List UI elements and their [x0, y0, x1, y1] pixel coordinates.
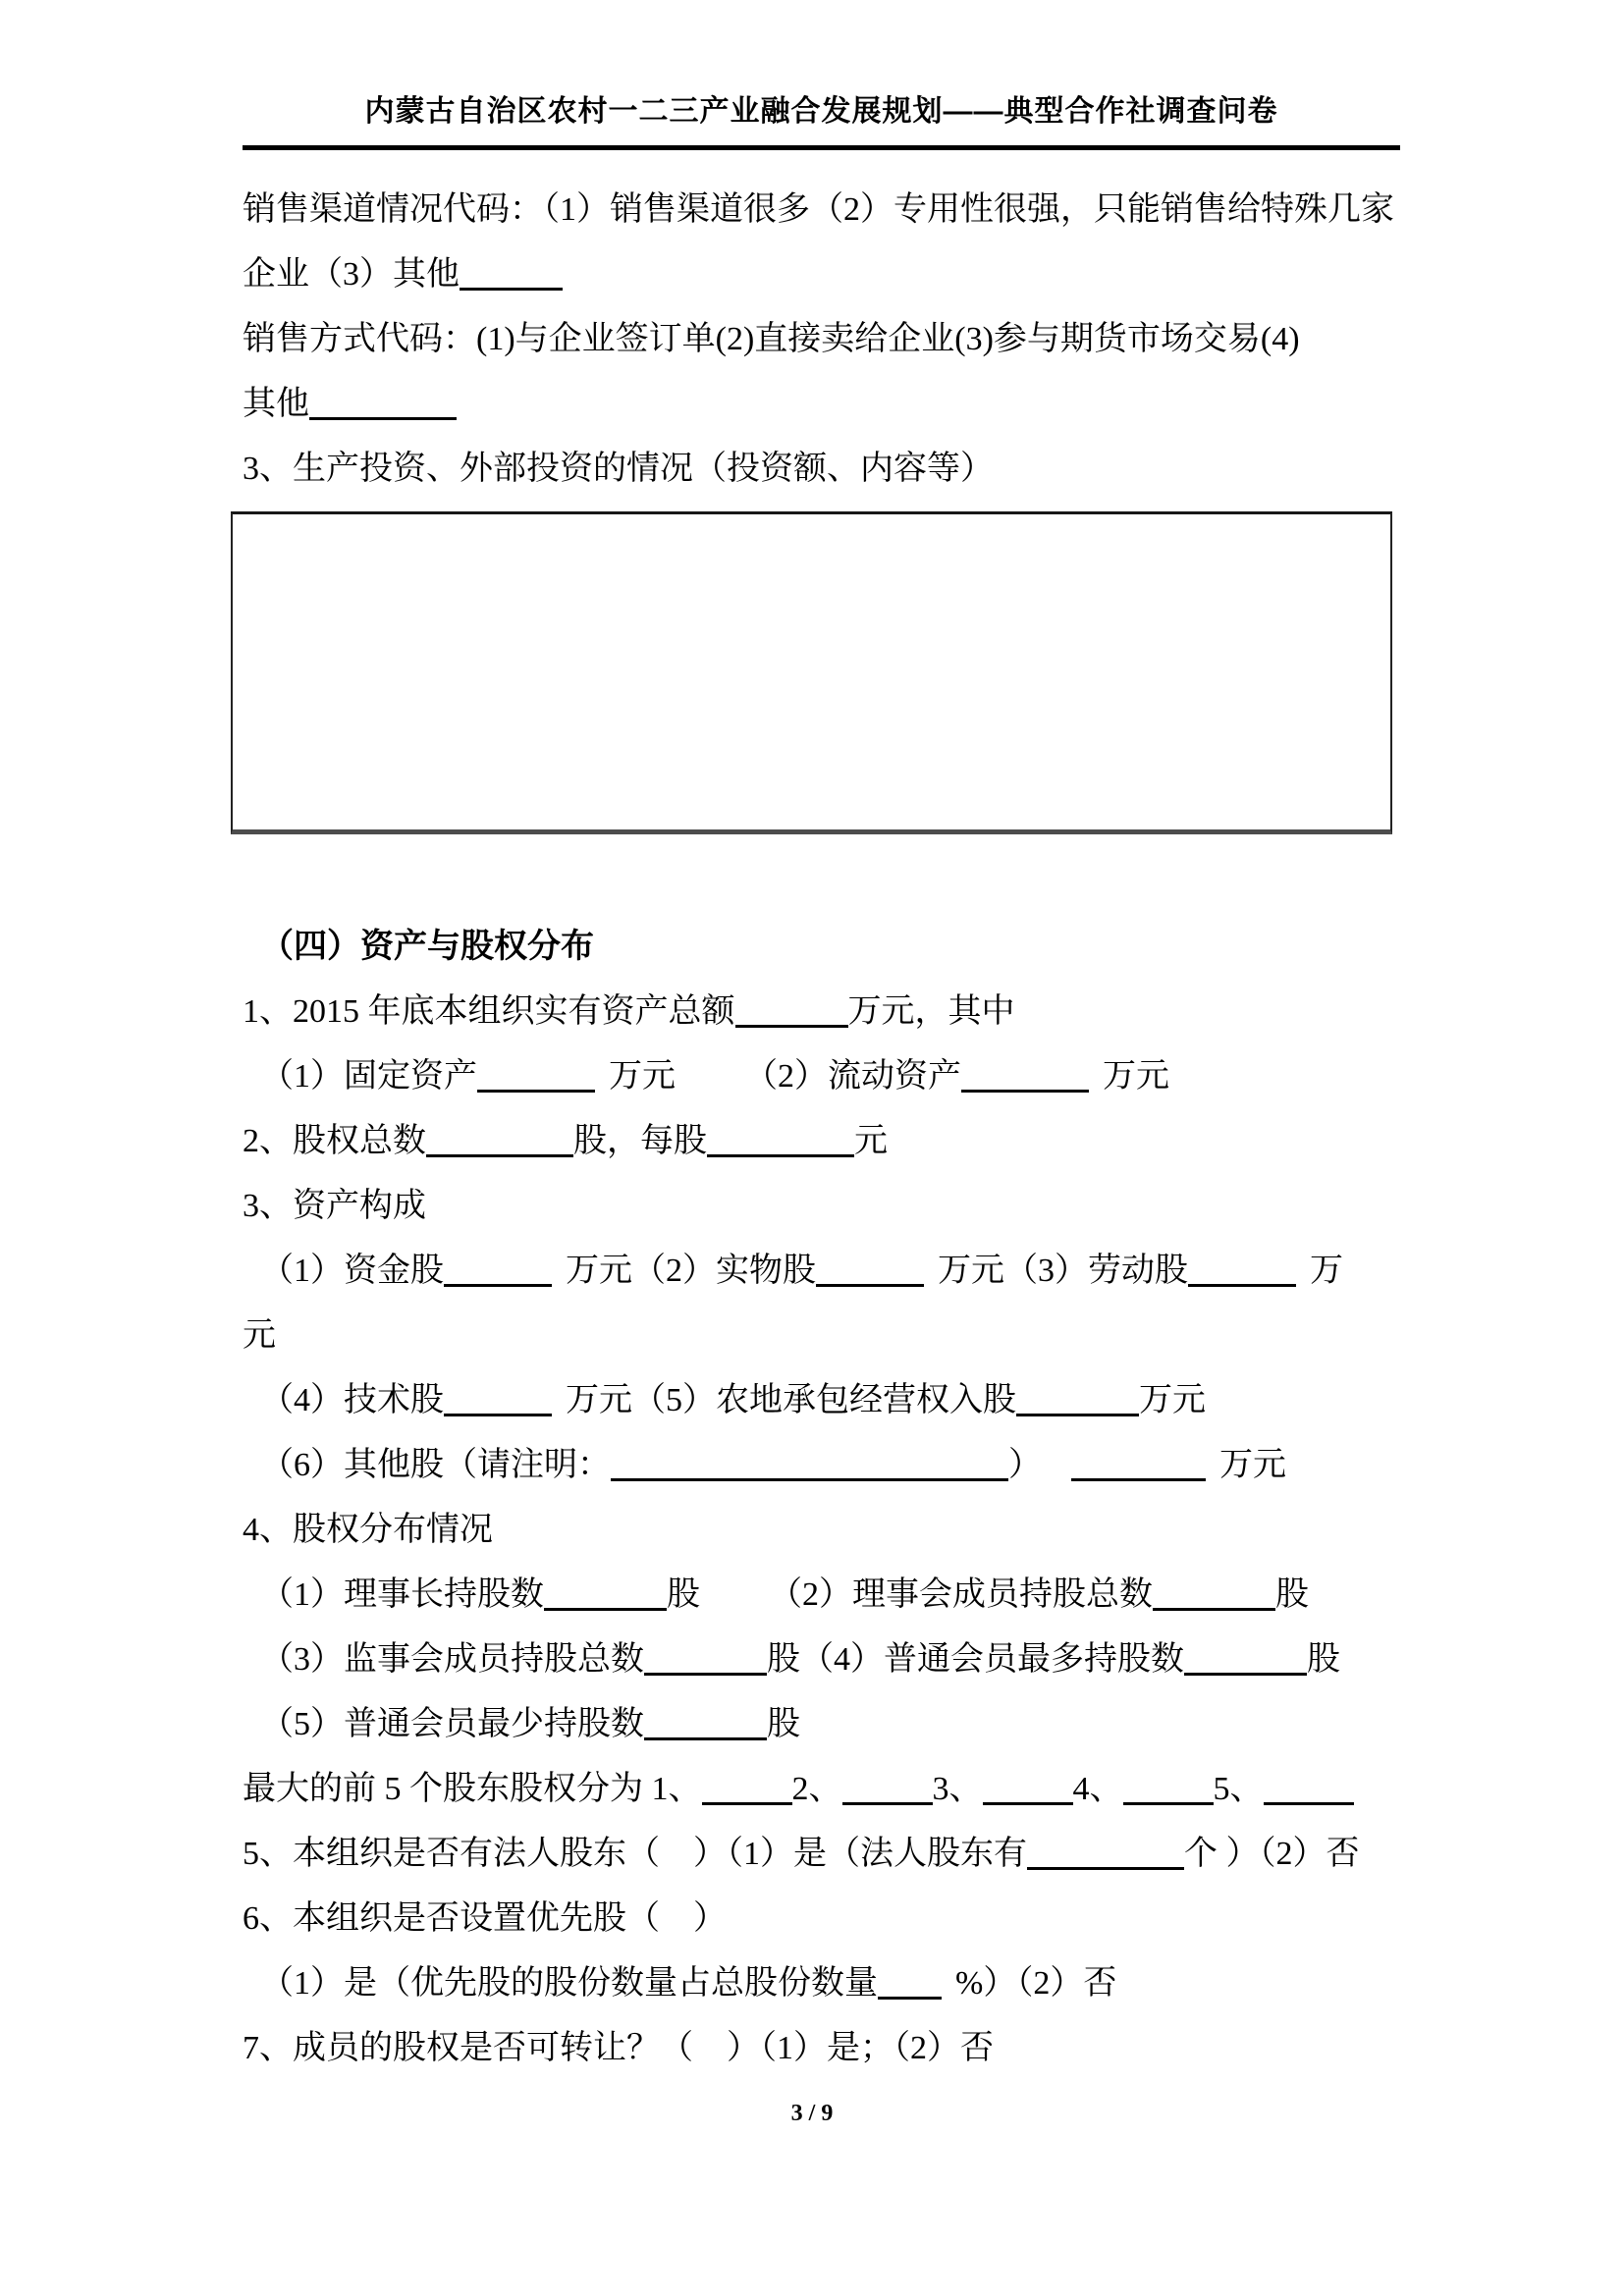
text-segment: 6、本组织是否设置优先股（ ） [243, 1900, 727, 1937]
text-segment: 万元 [1219, 1447, 1286, 1483]
text-segment: 元 [854, 1123, 888, 1159]
sales-method-code-line2 [243, 372, 1400, 437]
blank-tech-shares [444, 1414, 552, 1416]
blank-total-assets [735, 1025, 848, 1028]
q2-equity-total [243, 1109, 1400, 1174]
text-segment: 股，每股 [573, 1123, 707, 1159]
blank-supervisors-shares [644, 1673, 767, 1676]
q3-asset-composition-title [243, 1174, 1400, 1239]
text-segment: （3）监事会成员持股总数 [260, 1641, 644, 1678]
text-segment: 2、股权总数 [243, 1123, 426, 1159]
q4-items-3-4 [243, 1628, 1400, 1692]
text-segment: 4、股权分布情况 [243, 1512, 493, 1548]
blank-land-shares [1016, 1414, 1139, 1416]
page-number: 3 / 9 [790, 2101, 834, 2126]
blank-other-shares-amount [1071, 1478, 1206, 1481]
text-segment: 股 [1307, 1641, 1340, 1678]
text-segment: 万 [1310, 1253, 1343, 1289]
blank-member-min-shares [644, 1737, 767, 1740]
blank-other-shares-note [611, 1478, 1008, 1481]
text-segment: %）（2）否 [955, 1965, 1117, 2002]
text-segment: 4、 [1072, 1771, 1123, 1807]
text-segment: 1、2015 年底本组织实有资产总额 [243, 993, 735, 1030]
blank-shareholder-1 [702, 1802, 792, 1805]
blank-labor-shares [1188, 1284, 1296, 1287]
text-segment: 万元（2）实物股 [566, 1253, 816, 1289]
q5-corporate-shareholder [243, 1822, 1400, 1887]
q6-preferred-stock [243, 1887, 1400, 1951]
text-segment: 元 [243, 1317, 276, 1354]
top5-shareholders [243, 1757, 1400, 1822]
text-segment: 3、生产投资、外部投资的情况（投资额、内容等） [243, 451, 994, 487]
text-segment: 万元（5）农地承包经营权入股 [566, 1382, 1016, 1418]
text-segment: 股 [767, 1706, 800, 1742]
text-segment: 万元，其中 [847, 993, 1015, 1030]
text-segment: 万元（3）劳动股 [938, 1253, 1188, 1289]
text-segment: ） [1008, 1447, 1042, 1483]
sales-channel-code-line2 [243, 242, 1400, 307]
page-content [0, 90, 1624, 2081]
text-segment: （2）流动资产 [744, 1058, 961, 1095]
text-segment: 万元 [1139, 1382, 1206, 1418]
q1-sub-fixed-current [243, 1044, 1400, 1109]
text-segment: 其他 [243, 386, 309, 422]
text-segment: （4）技术股 [260, 1382, 444, 1418]
text-segment: 7、成员的股权是否可转让？（ ）（1）是；（2）否 [243, 2030, 994, 2066]
text-segment: （1）资金股 [260, 1253, 444, 1289]
q4-item-5 [243, 1692, 1400, 1757]
text-segment: 个 ）（2）否 [1184, 1836, 1360, 1872]
text-segment: 股（4）普通会员最多持股数 [767, 1641, 1184, 1678]
text-segment: （1）是（优先股的股份数量占总股份数量 [260, 1965, 878, 2002]
text-segment: 3、 [932, 1771, 983, 1807]
blank-corporate-count [1027, 1867, 1184, 1870]
text-segment: （2）理事会成员持股总数 [769, 1576, 1153, 1613]
text-segment: 最大的前 5 个股东股权分为 1、 [243, 1771, 702, 1807]
text-segment: （6）其他股（请注明： [260, 1447, 611, 1483]
text-segment: 2、 [791, 1771, 842, 1807]
q3-investment-label [243, 437, 1400, 502]
text-segment: （1）固定资产 [260, 1058, 477, 1095]
blank-method-other [309, 417, 457, 420]
sales-channel-code-line1 [243, 178, 1400, 242]
blank-shareholder-3 [983, 1802, 1073, 1805]
blank-channel-other [460, 288, 563, 291]
q3-items-1-2-3 [243, 1239, 1400, 1304]
text-segment: （四）资产与股权分布 [260, 929, 594, 965]
section-title-assets-equity [243, 915, 1400, 980]
q3-item-6 [243, 1433, 1400, 1498]
q4-items-1-2 [243, 1563, 1400, 1628]
blank-council-shares [1153, 1608, 1275, 1611]
blank-member-max-shares [1184, 1673, 1307, 1676]
text-segment: 股 [1275, 1576, 1309, 1613]
blank-shares-total [426, 1154, 573, 1157]
page-title: 内蒙古自治区农村一二三产业融合发展规划——典型合作社调查问卷 [364, 95, 1278, 128]
q3-items-4-5 [243, 1368, 1400, 1433]
blank-shareholder-5 [1264, 1802, 1354, 1805]
text-segment: 万元 [609, 1058, 676, 1095]
header-rule [243, 145, 1400, 150]
answer-box [231, 511, 1392, 834]
text-segment: （5）普通会员最少持股数 [260, 1706, 644, 1742]
blank-chairman-shares [544, 1608, 667, 1611]
blank-share-value [707, 1154, 854, 1157]
q7-equity-transfer [243, 2016, 1400, 2081]
blank-shareholder-4 [1123, 1802, 1214, 1805]
blank-current-assets [961, 1090, 1089, 1093]
text-segment: 万元 [1103, 1058, 1169, 1095]
blank-shareholder-2 [842, 1802, 933, 1805]
text-segment: 销售渠道情况代码：（1）销售渠道很多（2）专用性很强，只能销售给特殊几家 [243, 191, 1394, 228]
text-segment: 3、资产构成 [243, 1188, 426, 1224]
text-segment: 企业（3）其他 [243, 256, 460, 293]
blank-physical-shares [816, 1284, 924, 1287]
q4-equity-distribution-title [243, 1498, 1400, 1563]
text-segment: 5、 [1213, 1771, 1264, 1807]
text-segment: 销售方式代码：(1)与企业签订单(2)直接卖给企业(3)参与期货市场交易(4) [243, 321, 1300, 357]
q1-total-assets [243, 980, 1400, 1044]
blank-fixed-assets [477, 1090, 595, 1093]
sales-method-code-line1 [243, 307, 1400, 372]
text-segment: 5、本组织是否有法人股东（ ）（1）是（法人股东有 [243, 1836, 1027, 1872]
blank-preferred-percent [878, 1997, 942, 2000]
q3-items-overflow [243, 1304, 1400, 1368]
q6-sub-option [243, 1951, 1400, 2016]
text-segment: （1）理事长持股数 [260, 1576, 544, 1613]
text-segment: 股 [667, 1576, 700, 1613]
blank-capital-shares [444, 1284, 552, 1287]
